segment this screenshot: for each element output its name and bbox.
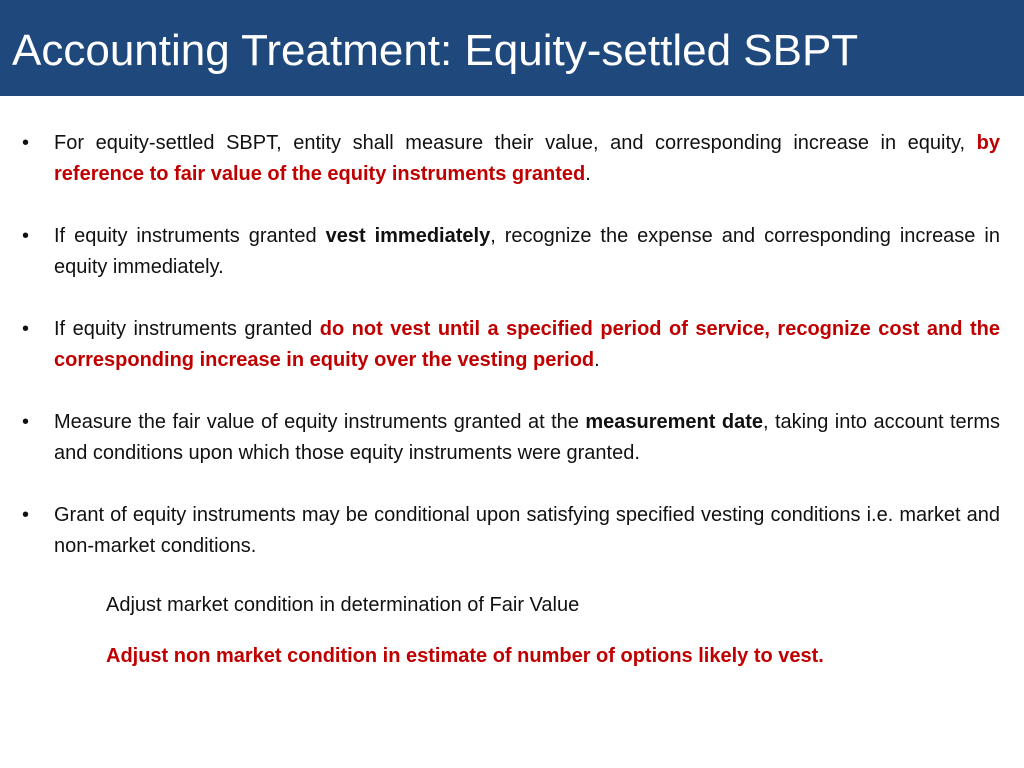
bullet-icon: •	[22, 504, 30, 526]
sub-point-market: Adjust market condition in determination of Fair Value	[106, 594, 580, 616]
bullet-item	[20, 407, 1000, 469]
bullet-item	[20, 500, 1000, 562]
title-bar	[0, 0, 1024, 96]
bullet-item	[20, 221, 1000, 283]
bullet-item	[20, 128, 1000, 190]
bullet-text: Measure the fair value of equity instruments granted at the measurement date, taking into account terms and conditions upon which those equity instruments were granted.	[54, 411, 1000, 464]
bullet-icon: •	[22, 225, 30, 247]
bullet-icon: •	[22, 318, 30, 340]
bullet-text: If equity instruments granted vest immediately, recognize the expense and corresponding increase in equity immediately.	[54, 225, 1000, 278]
sub-point-non-market: Adjust non market condition in estimate of number of options likely to vest.	[106, 645, 824, 667]
bullet-text: Grant of equity instruments may be conditional upon satisfying specified vesting conditions i.e. market and non-market conditions.	[54, 504, 1000, 557]
bullet-item	[20, 314, 1000, 376]
bullet-icon: •	[22, 132, 30, 154]
slide-title: Accounting Treatment: Equity-settled SBPT	[12, 26, 859, 75]
bullet-text: For equity-settled SBPT, entity shall measure their value, and corresponding increase in equity, by reference to fair value of the equity instruments granted.	[54, 132, 1000, 185]
bullet-icon: •	[22, 411, 30, 433]
bullet-text: If equity instruments granted do not vest until a specified period of service, recognize cost and the corresponding increase in equity over the vesting period.	[54, 318, 1000, 371]
bullet-list	[20, 128, 1000, 593]
